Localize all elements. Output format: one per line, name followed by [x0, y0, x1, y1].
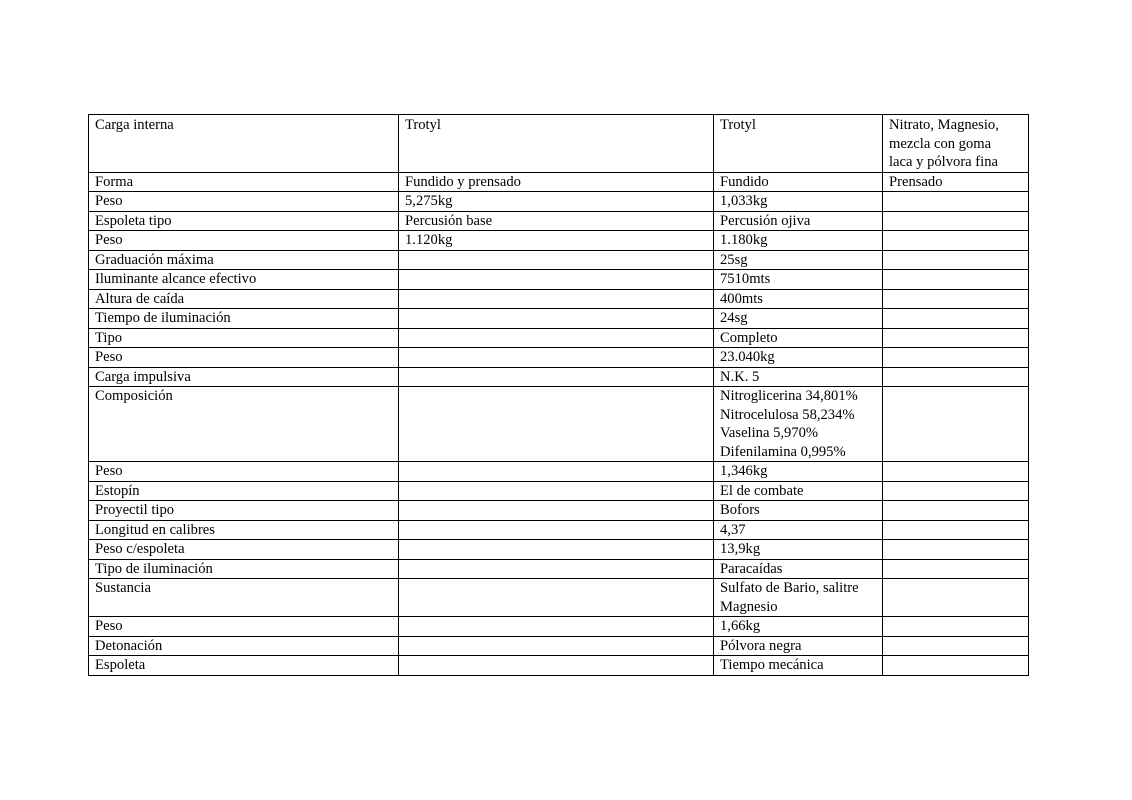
- table-cell: [883, 270, 1029, 290]
- table-cell: Peso: [89, 462, 399, 482]
- table-cell: 400mts: [714, 289, 883, 309]
- table-row: [89, 656, 1029, 676]
- table-cell: [883, 579, 1029, 617]
- table-cell: Trotyl: [714, 115, 883, 173]
- table-cell: [399, 656, 714, 676]
- table-cell: 23.040kg: [714, 348, 883, 368]
- table-cell: [883, 387, 1029, 462]
- table-cell: 25sg: [714, 250, 883, 270]
- table-cell: Percusión base: [399, 211, 714, 231]
- table-cell: 1,033kg: [714, 192, 883, 212]
- table-cell: Trotyl: [399, 115, 714, 173]
- table-body: [89, 115, 1029, 676]
- table-cell: [883, 520, 1029, 540]
- table-row: [89, 309, 1029, 329]
- table-cell: Prensado: [883, 172, 1029, 192]
- table-cell: 5,275kg: [399, 192, 714, 212]
- table-row: [89, 172, 1029, 192]
- specifications-table: [88, 114, 1029, 676]
- table-cell: Fundido y prensado: [399, 172, 714, 192]
- table-cell: [399, 520, 714, 540]
- table-cell: 4,37: [714, 520, 883, 540]
- table-cell: [399, 328, 714, 348]
- table-cell: [399, 617, 714, 637]
- table-cell: Percusión ojiva: [714, 211, 883, 231]
- table-cell: Espoleta: [89, 656, 399, 676]
- table-cell: Peso: [89, 617, 399, 637]
- table-cell: [883, 328, 1029, 348]
- table-cell: Nitroglicerina 34,801% Nitrocelulosa 58,234% Vaselina 5,970% Difenilamina 0,995%: [714, 387, 883, 462]
- table-cell: Carga impulsiva: [89, 367, 399, 387]
- table-cell: [883, 367, 1029, 387]
- table-cell: Forma: [89, 172, 399, 192]
- table-cell: [399, 367, 714, 387]
- table-row: [89, 367, 1029, 387]
- table-cell: [883, 656, 1029, 676]
- table-cell: [883, 559, 1029, 579]
- table-cell: [399, 462, 714, 482]
- table-row: [89, 617, 1029, 637]
- table-row: [89, 328, 1029, 348]
- table-cell: Espoleta tipo: [89, 211, 399, 231]
- table-row: [89, 115, 1029, 173]
- table-cell: [883, 192, 1029, 212]
- table-cell: 1.120kg: [399, 231, 714, 251]
- table-row: [89, 462, 1029, 482]
- table-cell: [883, 481, 1029, 501]
- table-cell: [399, 481, 714, 501]
- table-cell: Proyectil tipo: [89, 501, 399, 521]
- table-cell: [883, 617, 1029, 637]
- table-cell: [883, 462, 1029, 482]
- table-row: [89, 348, 1029, 368]
- table-cell: Nitrato, Magnesio, mezcla con goma laca y pólvora fina: [883, 115, 1029, 173]
- table-cell: 24sg: [714, 309, 883, 329]
- table-cell: Tiempo de iluminación: [89, 309, 399, 329]
- table-row: [89, 192, 1029, 212]
- table-cell: [883, 250, 1029, 270]
- table-cell: Tipo de iluminación: [89, 559, 399, 579]
- table-cell: [883, 348, 1029, 368]
- table-cell: [399, 250, 714, 270]
- table-row: [89, 481, 1029, 501]
- table-cell: [399, 289, 714, 309]
- table-cell: Detonación: [89, 636, 399, 656]
- table-cell: Iluminante alcance efectivo: [89, 270, 399, 290]
- table-cell: 7510mts: [714, 270, 883, 290]
- table-row: [89, 289, 1029, 309]
- table-cell: El de combate: [714, 481, 883, 501]
- table-cell: [399, 348, 714, 368]
- table-cell: Tipo: [89, 328, 399, 348]
- table-row: [89, 387, 1029, 462]
- table-cell: Longitud en calibres: [89, 520, 399, 540]
- table-row: [89, 250, 1029, 270]
- table-cell: Sustancia: [89, 579, 399, 617]
- table-row: [89, 270, 1029, 290]
- table-cell: [399, 387, 714, 462]
- table-cell: Bofors: [714, 501, 883, 521]
- table-row: [89, 559, 1029, 579]
- table-cell: 13,9kg: [714, 540, 883, 560]
- table-cell: Peso: [89, 231, 399, 251]
- table-cell: [883, 289, 1029, 309]
- table-cell: Paracaídas: [714, 559, 883, 579]
- table-cell: [399, 540, 714, 560]
- table-cell: Peso: [89, 192, 399, 212]
- table-cell: Composición: [89, 387, 399, 462]
- table-row: [89, 501, 1029, 521]
- table-cell: [883, 540, 1029, 560]
- table-cell: Peso: [89, 348, 399, 368]
- table-cell: [883, 231, 1029, 251]
- table-cell: Tiempo mecánica: [714, 656, 883, 676]
- table-cell: Estopín: [89, 481, 399, 501]
- table-cell: [399, 309, 714, 329]
- table-cell: [883, 636, 1029, 656]
- table-cell: Altura de caída: [89, 289, 399, 309]
- table-cell: [399, 636, 714, 656]
- table-row: [89, 520, 1029, 540]
- table-cell: 1,346kg: [714, 462, 883, 482]
- table-cell: Sulfato de Bario, salitre Magnesio: [714, 579, 883, 617]
- table-row: [89, 636, 1029, 656]
- table-cell: 1.180kg: [714, 231, 883, 251]
- table-cell: [399, 559, 714, 579]
- table-cell: Peso c/espoleta: [89, 540, 399, 560]
- table-cell: [883, 309, 1029, 329]
- table-row: [89, 211, 1029, 231]
- table-row: [89, 540, 1029, 560]
- table-cell: [399, 270, 714, 290]
- table-cell: Graduación máxima: [89, 250, 399, 270]
- table-cell: [883, 211, 1029, 231]
- table-cell: Carga interna: [89, 115, 399, 173]
- table-cell: Completo: [714, 328, 883, 348]
- table-cell: Pólvora negra: [714, 636, 883, 656]
- table-cell: 1,66kg: [714, 617, 883, 637]
- table-cell: [399, 501, 714, 521]
- table-row: [89, 231, 1029, 251]
- table-cell: [883, 501, 1029, 521]
- table-cell: Fundido: [714, 172, 883, 192]
- table-row: [89, 579, 1029, 617]
- table-cell: [399, 579, 714, 617]
- table-cell: N.K. 5: [714, 367, 883, 387]
